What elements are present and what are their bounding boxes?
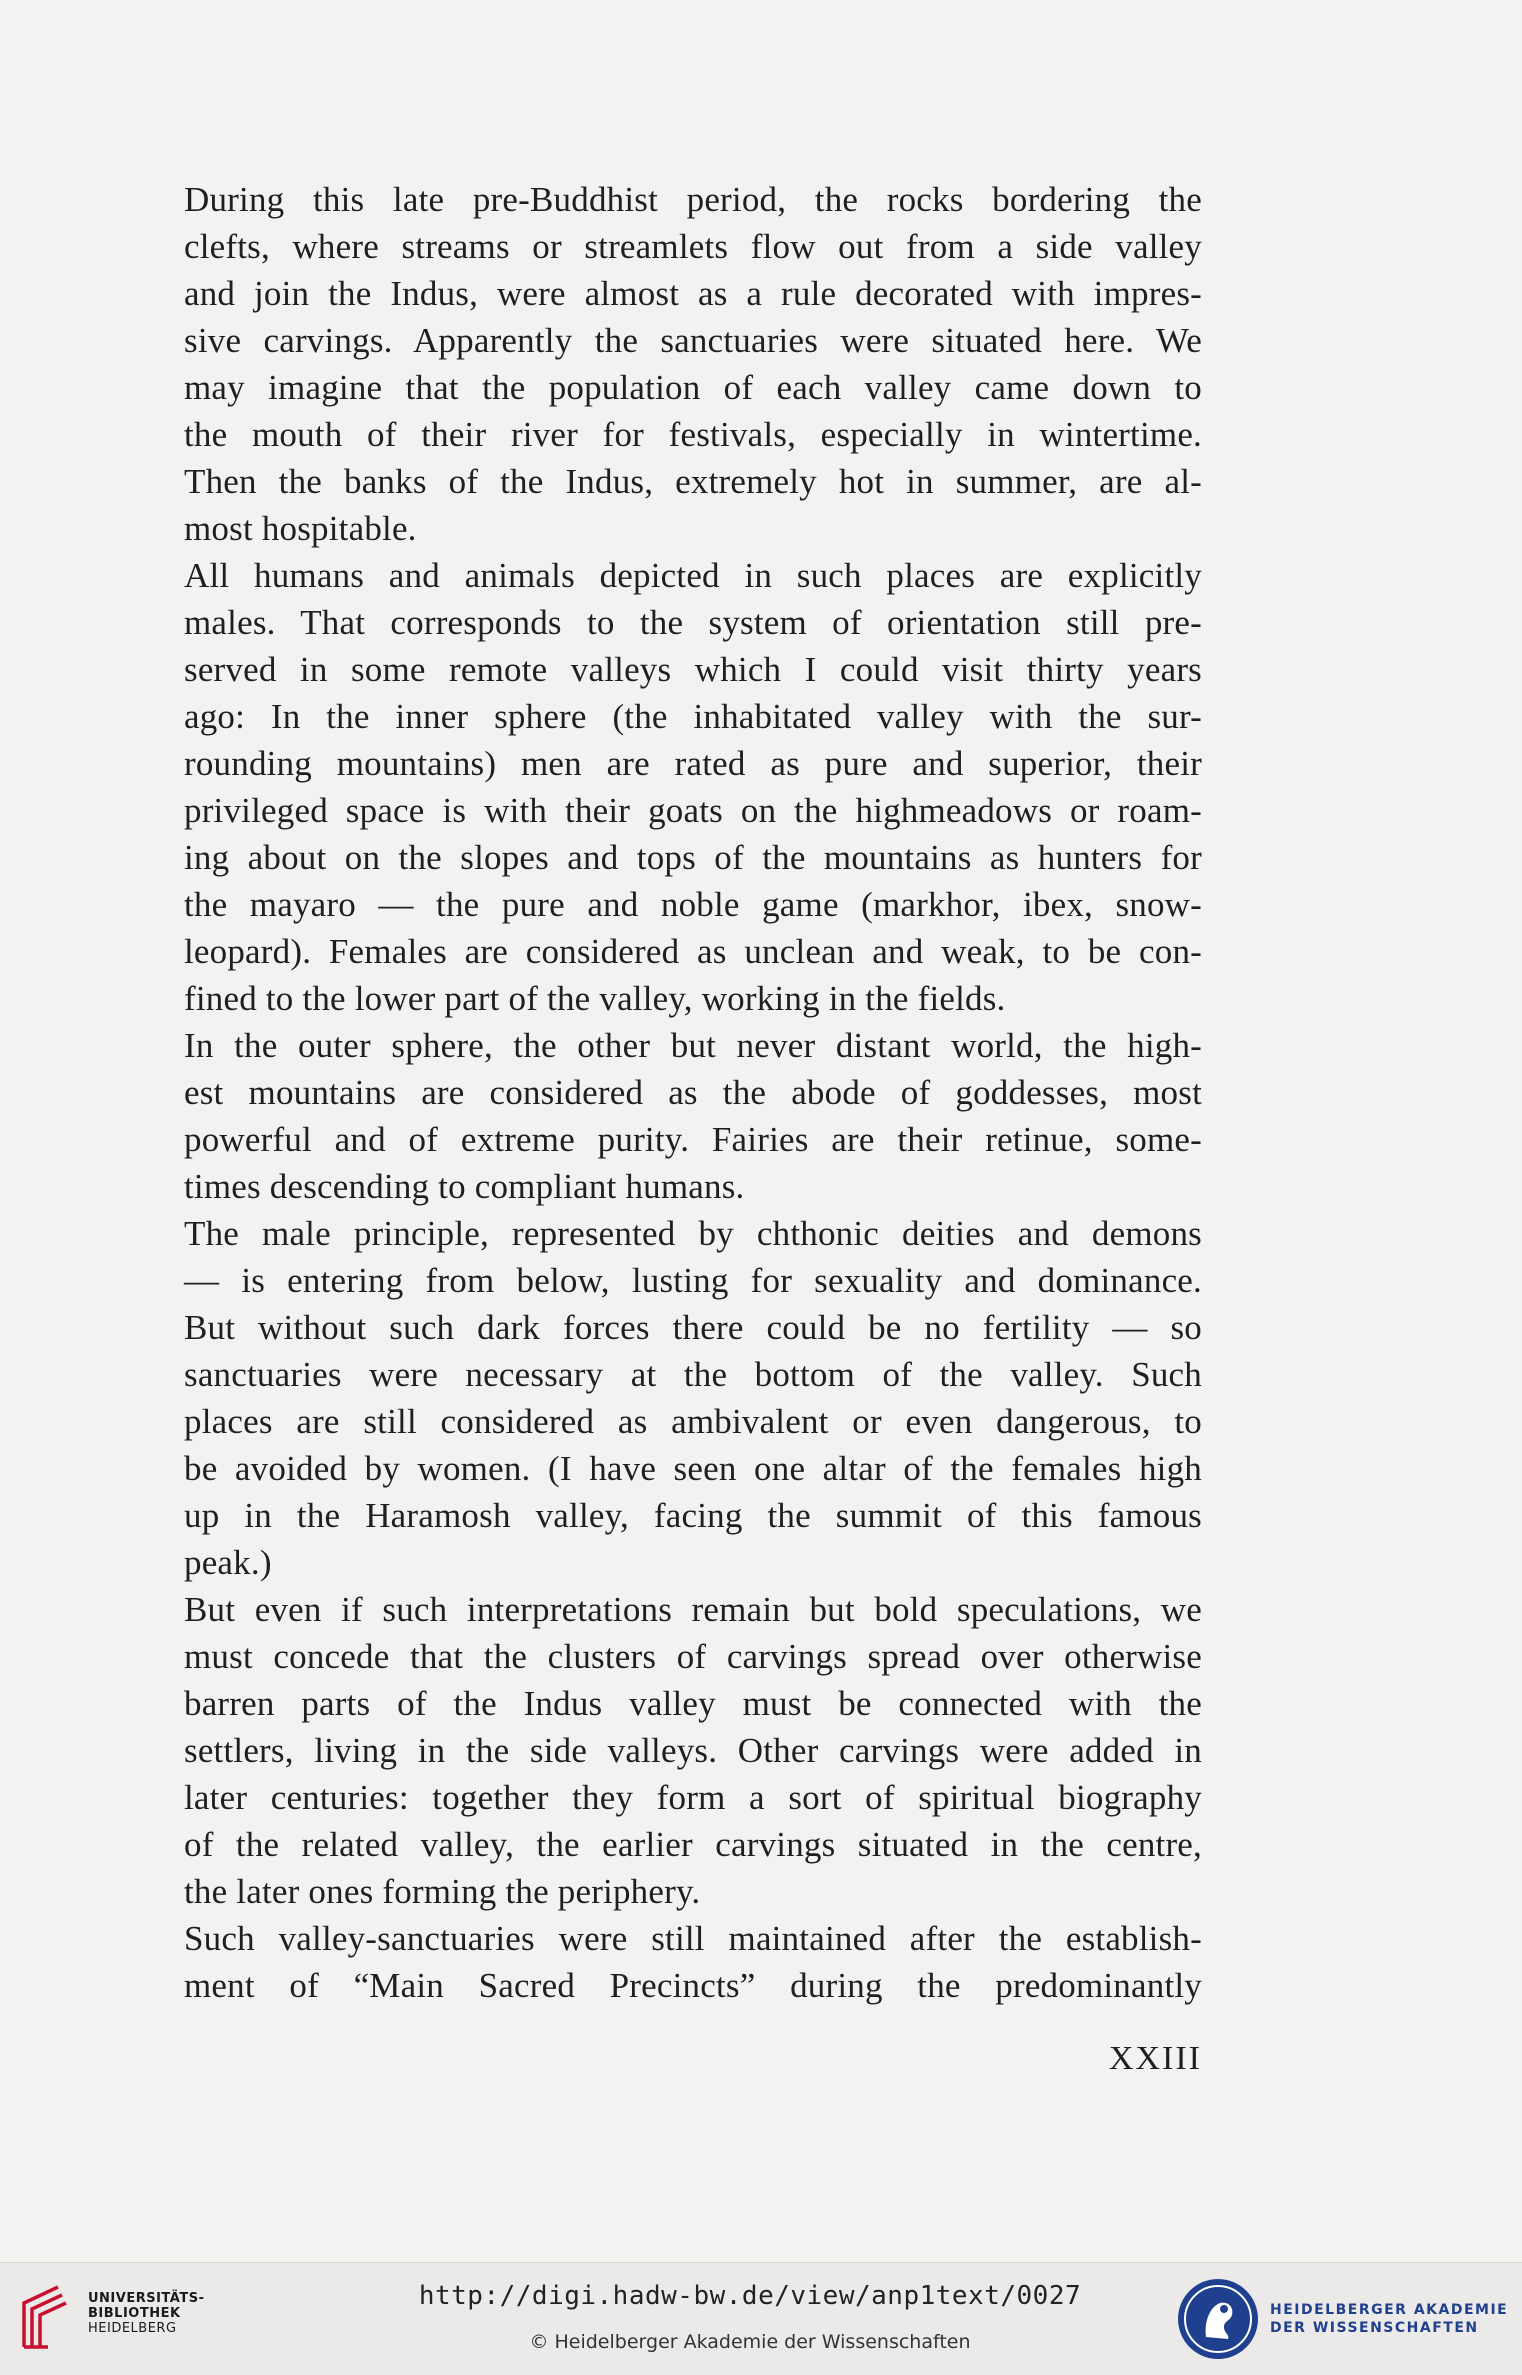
text-line: clefts, where streams or streamlets flow out from a side valley	[184, 227, 1202, 266]
university-library-logo-icon	[18, 2281, 92, 2355]
text-line: must concede that the clusters of carvings spread over otherwise	[184, 1637, 1202, 1676]
text-line: be avoided by women. (I have seen one altar of the females high	[184, 1449, 1202, 1488]
text-line: peak.)	[184, 1543, 272, 1582]
text-line: But even if such interpretations remain but bold speculations, we	[184, 1590, 1202, 1629]
source-url-link[interactable]: http://digi.hadw-bw.de/view/anp1text/0027	[418, 2281, 1082, 2311]
text-line: — is entering from below, lusting for sexuality and dominance.	[184, 1261, 1202, 1300]
ub-line-2: BIBLIOTHEK	[88, 2306, 181, 2321]
text-line: times descending to compliant humans.	[184, 1167, 745, 1206]
page-number: XXIII	[1108, 2040, 1202, 2077]
text-line: places are still considered as ambivalent or even dangerous, to	[184, 1402, 1202, 1441]
ub-line-1: UNIVERSITÄTS-	[88, 2291, 205, 2306]
text-line: up in the Haramosh valley, facing the summit of this famous	[184, 1496, 1202, 1535]
text-line: sanctuaries were necessary at the bottom of the valley. Such	[184, 1355, 1202, 1394]
text-line: Such valley-sanctuaries were still maintained after the establish-	[184, 1919, 1202, 1958]
text-line: The male principle, represented by chthonic deities and demons	[184, 1214, 1202, 1253]
text-line: ago: In the inner sphere (the inhabitated valley with the sur-	[184, 697, 1202, 736]
text-line: males. That corresponds to the system of orientation still pre-	[184, 603, 1202, 642]
text-line: of the related valley, the earlier carvings situated in the centre,	[184, 1825, 1202, 1864]
text-line: est mountains are considered as the abode of goddesses, most	[184, 1073, 1202, 1112]
text-line: During this late pre-Buddhist period, the rocks bordering the	[184, 180, 1202, 219]
text-line: fined to the lower part of the valley, working in the fields.	[184, 979, 1006, 1018]
text-line: barren parts of the Indus valley must be connected with the	[184, 1684, 1202, 1723]
text-line: leopard). Females are considered as unclean and weak, to be con-	[184, 932, 1202, 971]
text-line: most hospitable.	[184, 509, 417, 548]
text-line: sive carvings. Apparently the sanctuaries were situated here. We	[184, 321, 1202, 360]
text-line: rounding mountains) men are rated as pure and superior, their	[184, 744, 1202, 783]
body-text	[184, 176, 1202, 2009]
university-library-name	[88, 2291, 204, 2336]
ub-line-3: HEIDELBERG	[88, 2321, 177, 2336]
academy-seal-icon	[1176, 2277, 1260, 2361]
text-line: served in some remote valleys which I could visit thirty years	[184, 650, 1202, 689]
text-line: privileged space is with their goats on the highmeadows or roam-	[184, 791, 1202, 830]
text-line: later centuries: together they form a sort of spiritual biography	[184, 1778, 1202, 1817]
academy-line-2: DER WISSENSCHAFTEN	[1270, 2320, 1479, 2336]
text-line: Then the banks of the Indus, extremely hot in summer, are al-	[184, 462, 1202, 501]
text-line: All humans and animals depicted in such places are explicitly	[184, 556, 1202, 595]
text-line: ing about on the slopes and tops of the mountains as hunters for	[184, 838, 1202, 877]
text-line: the mouth of their river for festivals, especially in wintertime.	[184, 415, 1202, 454]
text-line: may imagine that the population of each valley came down to	[184, 368, 1202, 407]
academy-line-1: HEIDELBERGER AKADEMIE	[1270, 2302, 1509, 2318]
text-line: ment of “Main Sacred Precincts” during the predominantly	[184, 1966, 1202, 2005]
text-line: the later ones forming the periphery.	[184, 1872, 701, 1911]
text-line: settlers, living in the side valleys. Other carvings were added in	[184, 1731, 1202, 1770]
text-line: powerful and of extreme purity. Fairies are their retinue, some-	[184, 1120, 1202, 1159]
copyright-notice: © Heidelberger Akademie der Wissenschaften	[529, 2331, 971, 2353]
text-line: the mayaro — the pure and noble game (markhor, ibex, snow-	[184, 885, 1202, 924]
text-line: In the outer sphere, the other but never distant world, the high-	[184, 1026, 1202, 1065]
academy-name	[1270, 2301, 1508, 2337]
footer-bar	[0, 2262, 1522, 2375]
text-line: and join the Indus, were almost as a rule decorated with impres-	[184, 274, 1202, 313]
text-line: But without such dark forces there could be no fertility — so	[184, 1308, 1202, 1347]
